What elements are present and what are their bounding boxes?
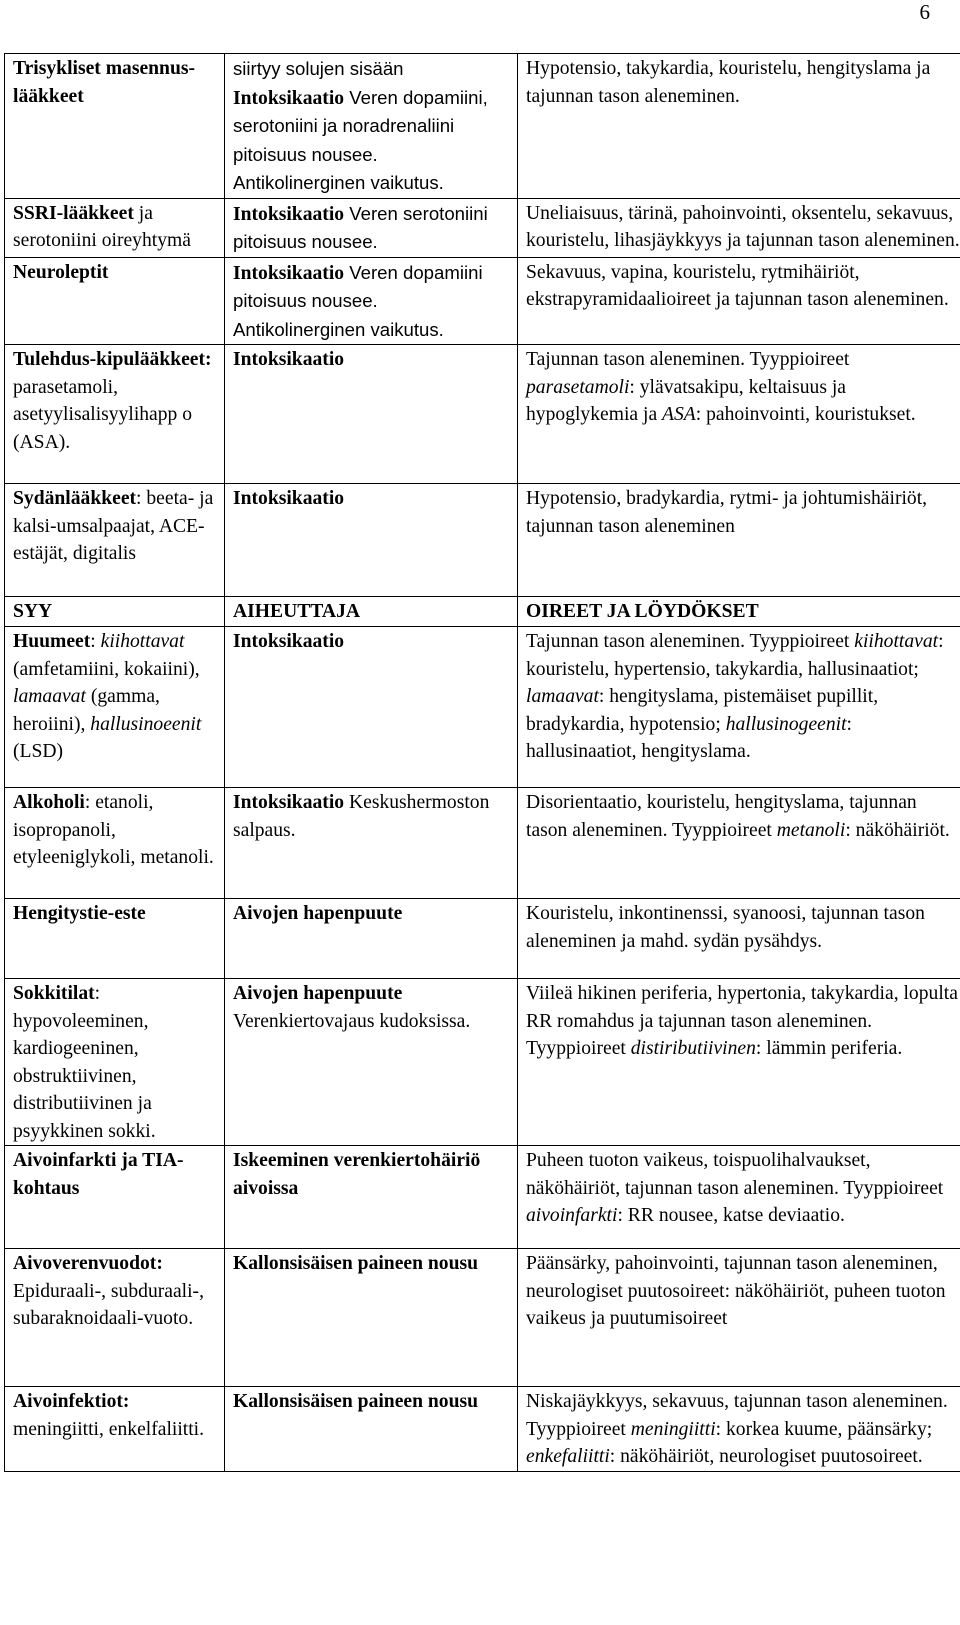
cell-text: Puheen tuoton vaikeus, toispuolihalvaukset, näköhäiriöt, tajunnan tason aleneminen. Tyyppioireet (526, 1150, 944, 1199)
cell-text: Intoksikaatio (233, 488, 345, 509)
page-number: 6 (919, 0, 930, 24)
table-row (5, 257, 960, 345)
symptoms-cell (518, 979, 960, 1146)
table-row (5, 1146, 960, 1249)
cell-text: siirtyy solujen sisään (233, 58, 404, 79)
cell-text: : hengityslama, pistemäiset pupillit, bradykardia, hypotensio; (526, 686, 879, 735)
cause-cell (5, 198, 225, 257)
cell-text: (amfetamiini, kokaiini), (13, 658, 200, 680)
cell-text: : näköhäiriöt. (845, 819, 950, 841)
cell-text: Intoksikaatio (233, 631, 345, 652)
table-row (5, 1387, 960, 1472)
cell-text: Uneliaisuus, tärinä, pahoinvointi, oksentelu, sekavuus, kouristelu, lihasjäykkyys ja tajunnan tason aleneminen. (526, 202, 960, 251)
cell-text: : etanoli, isopropanoli, etyleeniglykoli, metanoli. (13, 792, 214, 868)
cell-text: : hypovoleeminen, kardiogeeninen, obstruktiivinen, distributiivinen ja psyykkinen sokki. (13, 983, 156, 1142)
cell-text: : pahoinvointi, kouristukset. (695, 404, 916, 425)
cell-text: : (90, 631, 101, 652)
cause-cell (5, 484, 225, 597)
cell-text: Trisykliset masennus-lääkkeet (13, 58, 195, 107)
mechanism-cell (225, 627, 518, 788)
cell-text: (gamma, heroiini), (13, 686, 160, 735)
cause-cell (5, 788, 225, 899)
cell-text: Sekavuus, vapina, kouristelu, rytmihäiriöt, ekstrapyramidaalioireet ja tajunnan tason aleneminen. (526, 261, 949, 310)
cell-text: Sydänlääkkeet (13, 488, 137, 509)
cell-text: parasetamoli, asetyylisalisyylihapp o (ASA). (13, 376, 193, 453)
cell-text: Intoksikaatio (233, 349, 345, 370)
cell-text: Tulehdus-kipulääkkeet: (13, 349, 212, 370)
cause-cell (5, 597, 225, 627)
symptoms-cell (518, 54, 960, 199)
cell-text: Viileä hikinen periferia, hypertonia, takykardia, lopulta RR romahdus ja tajunnan tason aleneminen. Tyyppioireet (526, 983, 958, 1059)
cause-cell (5, 1146, 225, 1249)
cell-text: Alkoholi (13, 792, 85, 813)
table-body (5, 54, 960, 1472)
table-row (5, 627, 960, 788)
cell-text: Kallonsisäisen paineen nousu (233, 1391, 479, 1412)
cell-text: Aivoinfektiot: (13, 1391, 130, 1412)
mechanism-cell (225, 54, 518, 199)
cell-text: Keskushermoston salpaus. (233, 792, 490, 841)
cell-text: Aivoverenvuodot: (13, 1253, 163, 1274)
cell-text: metanoli (776, 819, 846, 841)
cell-text: hallusinogeenit (725, 713, 847, 735)
cell-text: Tajunnan tason aleneminen. Tyyppioireet (526, 349, 850, 370)
cell-text: SYY (13, 601, 53, 622)
symptoms-cell (518, 1249, 960, 1387)
cell-text: Päänsärky, pahoinvointi, tajunnan tason aleneminen, neurologiset puutosoireet: näköhäiriöt, puheen tuoton vaikeus ja puutumisoireet (526, 1253, 946, 1329)
cell-text: Iskeeminen verenkiertohäiriö aivoissa (233, 1150, 481, 1199)
table-row (5, 1249, 960, 1387)
cell-text: Sokkitilat (13, 983, 95, 1004)
cause-cell (5, 627, 225, 788)
cell-text: enkefaliitti (526, 1446, 610, 1467)
cell-text: : kouristelu, hypertensio, takykardia, hallusinaatiot; (526, 631, 944, 680)
mechanism-cell (225, 345, 518, 484)
mechanism-cell (225, 484, 518, 597)
cell-text: : korkea kuume, päänsärky; (715, 1418, 933, 1440)
table-row (5, 345, 960, 484)
cell-text: Veren dopamiini pitoisuus nousee. Antikolinerginen vaikutus. (233, 261, 483, 340)
cell-text: Kouristelu, inkontinenssi, syanoosi, tajunnan tason aleneminen ja mahd. sydän pysähdys. (526, 903, 925, 952)
cause-cell (5, 257, 225, 345)
table-row (5, 54, 960, 199)
cell-text: Hypotensio, bradykardia, rytmi- ja johtumishäiriöt, tajunnan tason aleneminen (526, 488, 928, 537)
cell-text: (LSD) (13, 741, 64, 762)
mechanism-cell (225, 198, 518, 257)
table-row (5, 198, 960, 257)
symptoms-cell (518, 484, 960, 597)
header-row (5, 597, 960, 627)
cell-text: SSRI-lääkkeet (13, 202, 134, 224)
cell-text: Veren dopamiini, serotoniini ja noradrenaliini pitoisuus nousee. Antikolinerginen vaikutus. (233, 86, 488, 193)
table-row (5, 788, 960, 899)
mechanism-cell (225, 788, 518, 899)
symptoms-cell (518, 597, 960, 627)
cell-text: ja serotoniini oireyhtymä (13, 202, 191, 251)
cell-text: Niskajäykkyys, sekavuus, tajunnan tason aleneminen. Tyyppioireet (526, 1391, 948, 1440)
cell-text: Epiduraali-, subduraali-, subaraknoidaali-vuoto. (13, 1280, 204, 1329)
cell-text: : näköhäiriöt, neurologiset puutosoireet. (609, 1446, 923, 1467)
symptoms-cell (518, 257, 960, 345)
cell-text: Intoksikaatio (233, 87, 345, 109)
cell-text: Hengitystie-este (13, 903, 146, 924)
cell-text: Aivoinfarkti ja TIA-kohtaus (13, 1150, 184, 1199)
cell-text: meningiitti (630, 1418, 716, 1440)
mechanism-cell (225, 1249, 518, 1387)
cell-text: meningiitti, enkelfaliitti. (13, 1418, 205, 1440)
table-row (5, 899, 960, 979)
symptoms-cell (518, 1146, 960, 1249)
cell-text: Intoksikaatio (233, 792, 345, 813)
cause-cell (5, 1387, 225, 1472)
cell-text: Hypotensio, takykardia, kouristelu, hengityslama ja tajunnan tason aleneminen. (526, 58, 931, 107)
cell-text: hallusinoeenit (90, 713, 202, 735)
cell-text: Neuroleptit (13, 261, 109, 283)
mechanism-cell (225, 1146, 518, 1249)
cause-cell (5, 1249, 225, 1387)
symptoms-cell (518, 627, 960, 788)
mechanism-cell (225, 899, 518, 979)
cell-text: Tajunnan tason aleneminen. Tyyppioireet (526, 631, 855, 652)
cell-text: aivoinfarkti (526, 1205, 618, 1226)
symptoms-cell (518, 198, 960, 257)
cell-text: : lämmin periferia. (755, 1038, 903, 1059)
cell-text: Veren serotoniini pitoisuus nousee. (233, 202, 488, 252)
table-row (5, 484, 960, 597)
cell-text: OIREET JA LÖYDÖKSET (526, 601, 759, 622)
cell-text: : RR nousee, katse deviaatio. (617, 1205, 845, 1226)
cell-text: lamaavat (526, 686, 599, 707)
cell-text: Intoksikaatio (233, 203, 345, 225)
symptoms-cell (518, 788, 960, 899)
differential-diagnosis-table (4, 53, 960, 1472)
cell-text: AIHEUTTAJA (233, 601, 361, 622)
cell-text: kiihottavat (100, 631, 185, 652)
cause-cell (5, 54, 225, 199)
cell-text: : beeta- ja kalsi-umsalpaajat, ACE-estäjät, digitalis (13, 488, 214, 564)
cell-text: Huumeet (13, 631, 91, 652)
cell-text: : hallusinaatiot, hengityslama. (526, 713, 852, 762)
symptoms-cell (518, 899, 960, 979)
cell-text: distiributiivinen (630, 1038, 756, 1059)
mechanism-cell (225, 1387, 518, 1472)
cell-text: Disorientaatio, kouristelu, hengityslama, tajunnan tason aleneminen. Tyyppioireet (526, 792, 917, 841)
cell-text: Aivojen hapenpuute (233, 903, 403, 924)
cell-text: Kallonsisäisen paineen nousu (233, 1253, 479, 1274)
cell-text: Intoksikaatio (233, 262, 345, 284)
mechanism-cell (225, 979, 518, 1146)
cell-text: kiihottavat (854, 631, 939, 652)
mechanism-cell (225, 597, 518, 627)
cell-text: : ylävatsakipu, keltaisuus ja hypoglykemia ja (526, 376, 846, 425)
mechanism-cell (225, 257, 518, 345)
symptoms-cell (518, 345, 960, 484)
cell-text: Verenkiertovajaus kudoksissa. (233, 1010, 471, 1032)
cause-cell (5, 899, 225, 979)
symptoms-cell (518, 1387, 960, 1472)
cause-cell (5, 979, 225, 1146)
cell-text: parasetamoli (526, 376, 630, 398)
cell-text: lamaavat (13, 686, 86, 707)
cause-cell (5, 345, 225, 484)
cell-text: ASA (662, 404, 696, 425)
cell-text: Aivojen hapenpuute (233, 983, 403, 1004)
table-row (5, 979, 960, 1146)
